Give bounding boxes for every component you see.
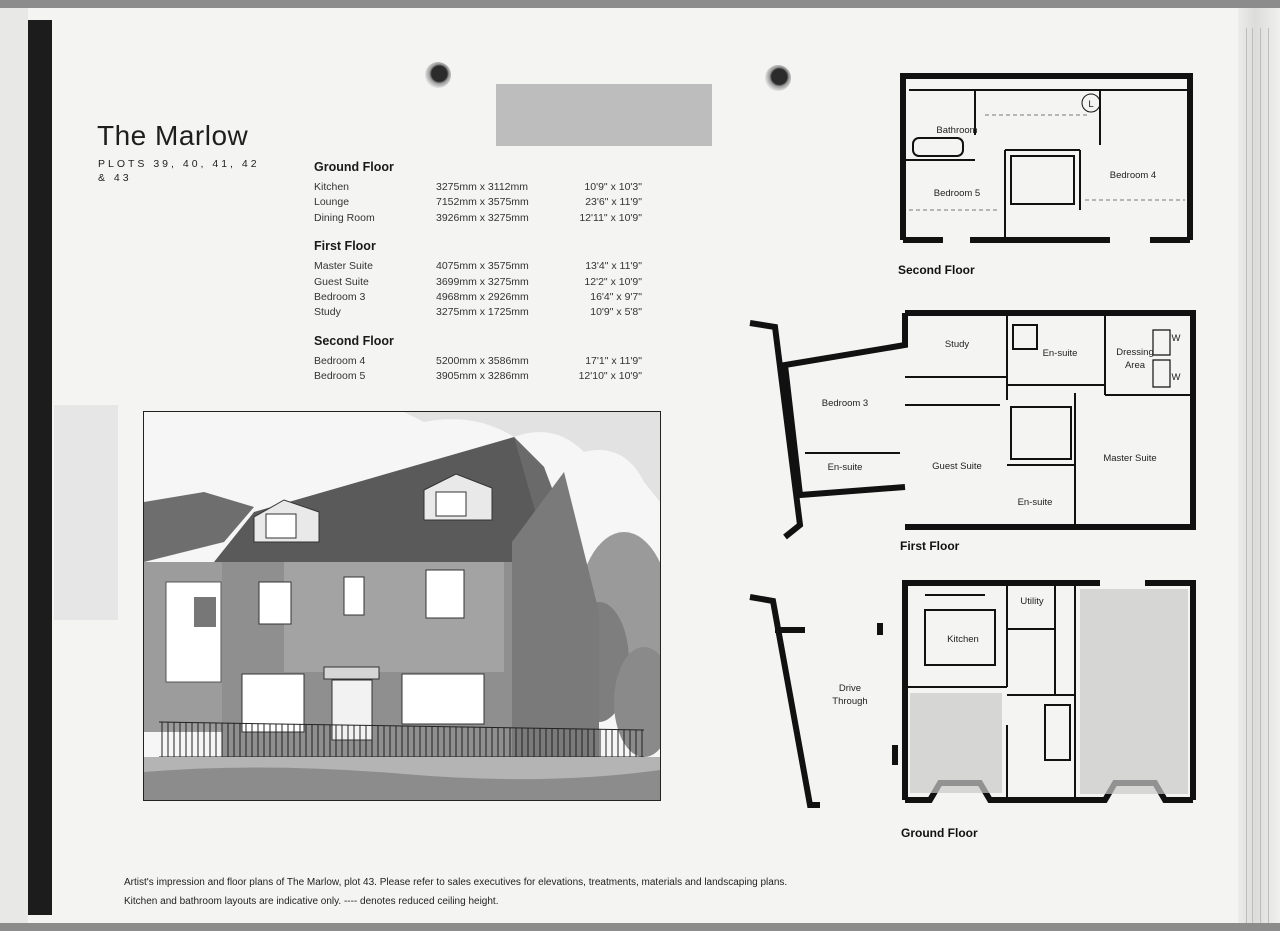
drive-through-label-line2: Through xyxy=(832,696,868,707)
wardrobe-label: W xyxy=(1171,333,1181,344)
room-metric: 3905mm x 3286mm xyxy=(436,370,529,383)
room-imperial: 12'11" x 10'9" xyxy=(579,211,642,224)
drive-through-label: Drive xyxy=(838,683,862,694)
room-metric: 3275mm x 1725mm xyxy=(436,306,529,319)
second-floor-heading: Second Floor xyxy=(898,263,975,277)
room-imperial: 12'10" x 10'9" xyxy=(578,370,642,383)
room-name: Dining Room xyxy=(314,211,375,224)
schedule-heading: First Floor xyxy=(314,239,376,254)
schedule-row xyxy=(314,212,674,227)
ground-floor-heading: Ground Floor xyxy=(901,826,978,840)
house-sketch xyxy=(144,412,660,800)
room-name: Lounge xyxy=(314,196,350,209)
room-imperial: 10'9" x 5'8" xyxy=(590,306,642,319)
schedule-second-floor xyxy=(314,334,674,386)
second-floor-plan xyxy=(895,70,1200,253)
punch-hole xyxy=(765,65,791,91)
bedroom4-label: Bedroom 4 xyxy=(1109,170,1157,181)
room-imperial: 10'9" x 10'3" xyxy=(584,181,642,193)
wardrobe-label: W xyxy=(1171,372,1181,383)
ground-floor-plan xyxy=(745,565,1200,830)
page-stack-edge xyxy=(1238,8,1280,923)
dressing-area-label: Dressing xyxy=(1116,347,1154,358)
page-left-edge xyxy=(0,8,28,923)
artist-impression xyxy=(143,411,661,801)
room-name: Master Suite xyxy=(314,260,373,273)
schedule-heading: Ground Floor xyxy=(314,160,394,174)
utility-label: Utility xyxy=(1020,596,1044,607)
first-floor-plan xyxy=(745,305,1200,550)
room-imperial: 23'6" x 11'9" xyxy=(585,196,642,209)
room-name: Bedroom 3 xyxy=(314,290,366,303)
footnote-caption xyxy=(124,873,787,911)
master-suite-label: Master Suite xyxy=(1103,453,1157,464)
schedule-row xyxy=(314,276,674,291)
first-floor-drawing xyxy=(745,305,1200,545)
room-name: Guest Suite xyxy=(314,275,369,288)
ground-floor-drawing xyxy=(745,565,1200,825)
room-metric: 3275mm x 3112mm xyxy=(436,181,529,193)
guest-suite-label: Guest Suite xyxy=(932,461,982,472)
bathroom-label: Bathroom xyxy=(936,125,978,136)
paper-sticker xyxy=(496,84,712,146)
room-imperial: 17'1" x 11'9" xyxy=(585,354,642,367)
room-metric: 3699mm x 3275mm xyxy=(436,275,529,288)
study-label: Study xyxy=(944,339,970,350)
room-metric: 4075mm x 3575mm xyxy=(436,260,529,273)
room-name: Study xyxy=(314,306,341,319)
caption-line: Kitchen and bathroom layouts are indicative only. ---- denotes reduced ceiling height. xyxy=(124,896,499,907)
paper-note xyxy=(54,405,118,620)
plots-subtitle: PLOTS 39, 40, 41, 42 & 43 xyxy=(98,158,260,184)
room-metric: 3926mm x 3275mm xyxy=(436,211,529,224)
punch-hole xyxy=(425,62,451,88)
schedule-row xyxy=(314,370,674,385)
schedule-row xyxy=(314,260,674,275)
schedule-row xyxy=(314,306,674,321)
room-name: Kitchen xyxy=(314,181,350,193)
first-floor-heading: First Floor xyxy=(900,539,960,553)
second-floor-drawing xyxy=(895,70,1200,248)
schedule-heading: Second Floor xyxy=(314,333,394,348)
room-metric: 7152mm x 3575mm xyxy=(436,196,529,209)
schedule-row xyxy=(314,196,674,211)
room-schedule xyxy=(314,160,674,398)
bedroom5-label: Bedroom 5 xyxy=(933,188,981,199)
room-imperial: 13'4" x 11'9" xyxy=(585,260,642,273)
room-imperial: 12'2" x 10'9" xyxy=(584,275,642,288)
binding-spine xyxy=(28,20,52,915)
schedule-row xyxy=(314,181,674,196)
schedule-row xyxy=(314,291,674,306)
room-name: Bedroom 4 xyxy=(314,354,366,367)
schedule-first-floor xyxy=(314,239,674,322)
ensuite-bedroom3-label: En-suite xyxy=(827,462,863,473)
bedroom3-label: Bedroom 3 xyxy=(821,398,869,409)
house-title: The Marlow xyxy=(97,120,249,151)
room-imperial: 16'4" x 9'7" xyxy=(590,290,642,303)
lift-label: L xyxy=(1088,99,1094,110)
caption-line: Artist's impression and floor plans of The Marlow, plot 43. Please refer to sales executives for elevations, treatments, materials and landscaping plans. xyxy=(124,877,788,888)
ensuite-guest-label: En-suite xyxy=(1017,497,1053,508)
ensuite-master-label: En-suite xyxy=(1042,348,1078,359)
schedule-row xyxy=(314,355,674,370)
room-metric: 5200mm x 3586mm xyxy=(436,354,529,367)
schedule-ground-floor xyxy=(314,160,674,227)
room-name: Bedroom 5 xyxy=(314,370,366,383)
dressing-area-label-line2: Area xyxy=(1124,360,1146,371)
kitchen-label: Kitchen xyxy=(947,634,979,645)
room-metric: 4968mm x 2926mm xyxy=(436,290,529,303)
